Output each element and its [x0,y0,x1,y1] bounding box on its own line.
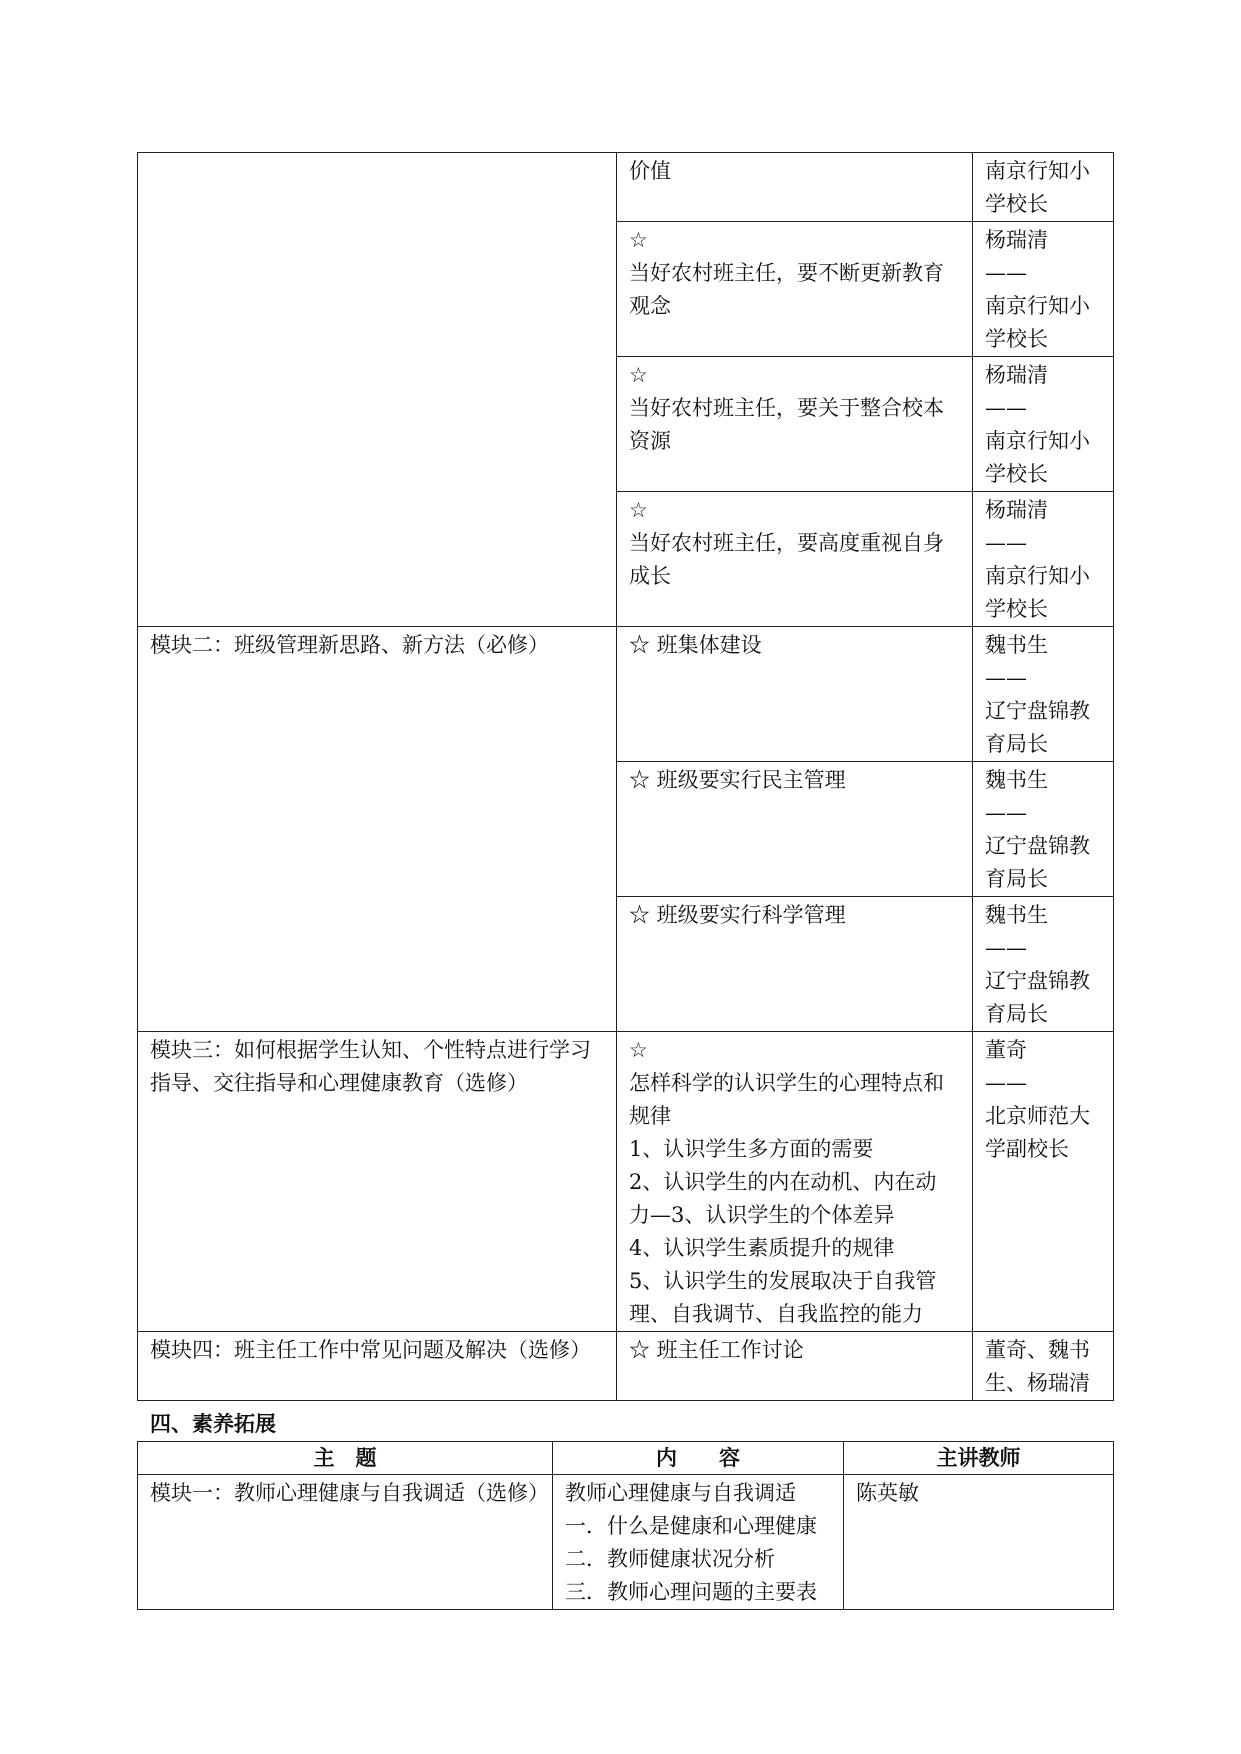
module-cell: 模块二：班级管理新思路、新方法（必修） [138,627,617,1032]
table-row [138,153,1114,222]
header-topic: 主 题 [138,1442,553,1475]
content-cell: 价值 [617,153,973,222]
content-cell: ☆ 班级要实行民主管理 [617,762,973,897]
content-cell: ☆ 怎样科学的认识学生的心理特点和 规律 1、认识学生多方面的需要 2、认识学生的内在动机、内在动 力—3、认识学生的个体差异 4、认识学生素质提升的规律 5、认识学生的发展取决于自我管 理、自我调节、自我监控的能力 [617,1032,973,1332]
section-heading: 四、素养拓展 [150,1411,276,1436]
teacher-cell: 魏书生 —— 辽宁盘锦教 育局长 [973,627,1114,762]
content-cell: ☆ 当好农村班主任，要关于整合校本 资源 [617,357,973,492]
course-schedule-table [137,152,1114,1401]
star-icon: ☆ [629,1038,648,1062]
content-cell: ☆ 班级要实行科学管理 [617,897,973,1032]
header-content: 内 容 [553,1442,844,1475]
teacher-cell: 魏书生 —— 辽宁盘锦教 育局长 [973,762,1114,897]
module-cell [138,153,617,627]
module-cell: 模块四：班主任工作中常见问题及解决（选修） [138,1332,617,1401]
teacher-cell: 南京行知小 学校长 [973,153,1114,222]
teacher-cell: 董奇、魏书 生、杨瑞清 [973,1332,1114,1401]
table-row [138,1332,1114,1401]
content-cell: ☆ 当好农村班主任，要不断更新教育 观念 [617,222,973,357]
content-cell: ☆ 当好农村班主任，要高度重视自身 成长 [617,492,973,627]
teacher-cell: 杨瑞清 —— 南京行知小 学校长 [973,492,1114,627]
table-row [138,627,1114,762]
content-cell: ☆ 班集体建设 [617,627,973,762]
table-row [138,1032,1114,1332]
star-icon: ☆ [629,228,648,252]
teacher-cell: 杨瑞清 —— 南京行知小 学校长 [973,357,1114,492]
teacher-cell: 杨瑞清 —— 南京行知小 学校长 [973,222,1114,357]
star-icon: ☆ [629,363,648,387]
literacy-expansion-table [137,1441,1114,1610]
teacher-cell: 魏书生 —— 辽宁盘锦教 育局长 [973,897,1114,1032]
teacher-cell: 陈英敏 [844,1475,1114,1610]
teacher-cell: 董奇 —— 北京师范大 学副校长 [973,1032,1114,1332]
header-teacher: 主讲教师 [844,1442,1114,1475]
content-cell: 教师心理健康与自我调适 一．什么是健康和心理健康 二．教师健康状况分析 三．教师心理问题的主要表 [553,1475,844,1610]
module-cell: 模块三：如何根据学生认知、个性特点进行学习指导、交往指导和心理健康教育（选修） [138,1032,617,1332]
star-icon: ☆ [629,498,648,522]
table-row [138,1475,1114,1610]
table-header-row [138,1442,1114,1475]
content-cell: ☆ 班主任工作讨论 [617,1332,973,1401]
module-cell: 模块一：教师心理健康与自我调适（选修） [138,1475,553,1610]
